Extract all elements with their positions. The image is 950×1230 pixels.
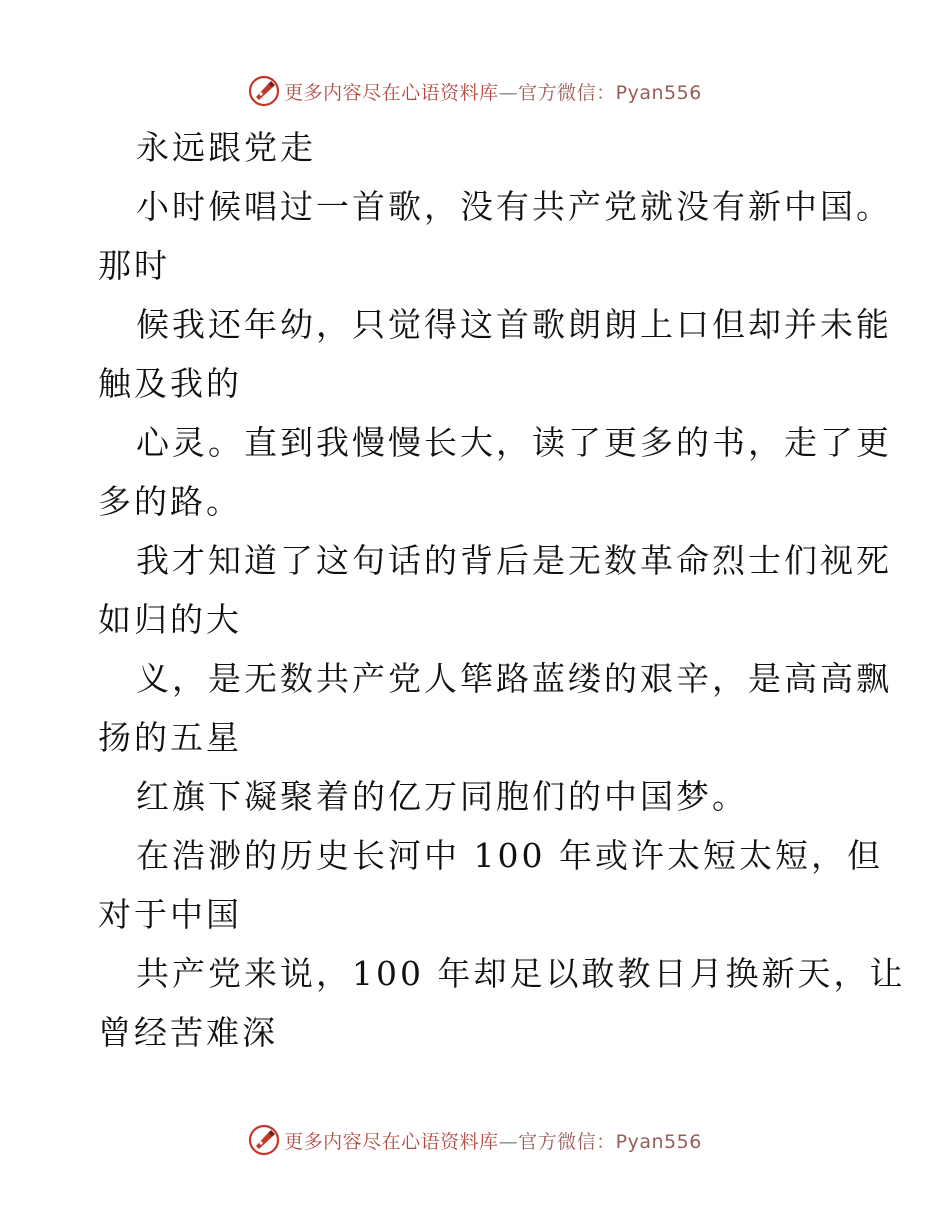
paragraph-line: 曾经苦难深 [98, 1013, 278, 1052]
document-body [98, 118, 906, 1062]
paragraph-line: 那时 [98, 246, 170, 285]
paragraph-line: 候我还年幼，只觉得这首歌朗朗上口但却并未能 [136, 305, 892, 344]
paragraph-line: 我才知道了这句话的背后是无数革命烈士们视死 [136, 541, 892, 580]
footer-text-dash: — [498, 1130, 519, 1153]
paragraph-line: 红旗下凝聚着的亿万同胞们的中国梦。 [136, 777, 748, 816]
paragraph-line: 小时候唱过一首歌，没有共产党就没有新中国。 [136, 187, 892, 226]
paragraph-line: 扬的五星 [98, 718, 242, 757]
footer-text-suffix: 官方微信：Pyan556 [518, 1130, 702, 1153]
header-text [284, 78, 702, 105]
pen-nib-logo-icon [248, 1124, 280, 1156]
paragraph-line: 如归的大 [98, 600, 242, 639]
header-banner [0, 71, 950, 111]
paragraph-line: 心灵。直到我慢慢长大，读了更多的书，走了更 [136, 423, 892, 462]
header-text-main: 更多内容尽在心语资料库 [284, 81, 499, 104]
paragraph-line: 在浩渺的历史长河中 100 年或许太短太短，但 [136, 836, 883, 875]
footer-banner [0, 1120, 950, 1160]
pen-nib-logo-icon [248, 75, 280, 107]
header-text-suffix: 官方微信：Pyan556 [518, 81, 702, 104]
paragraph-line: 永远跟党走 [136, 128, 316, 167]
footer-text-main: 更多内容尽在心语资料库 [284, 1130, 499, 1153]
paragraph-line: 多的路。 [98, 482, 242, 521]
header-text-dash: — [498, 81, 519, 104]
footer-text [284, 1127, 702, 1154]
paragraph-line: 对于中国 [98, 895, 242, 934]
paragraph-line: 触及我的 [98, 364, 242, 403]
paragraph-line: 义，是无数共产党人筚路蓝缕的艰辛，是高高飘 [136, 659, 892, 698]
paragraph-line: 共产党来说，100 年却足以敢教日月换新天，让 [136, 954, 906, 993]
